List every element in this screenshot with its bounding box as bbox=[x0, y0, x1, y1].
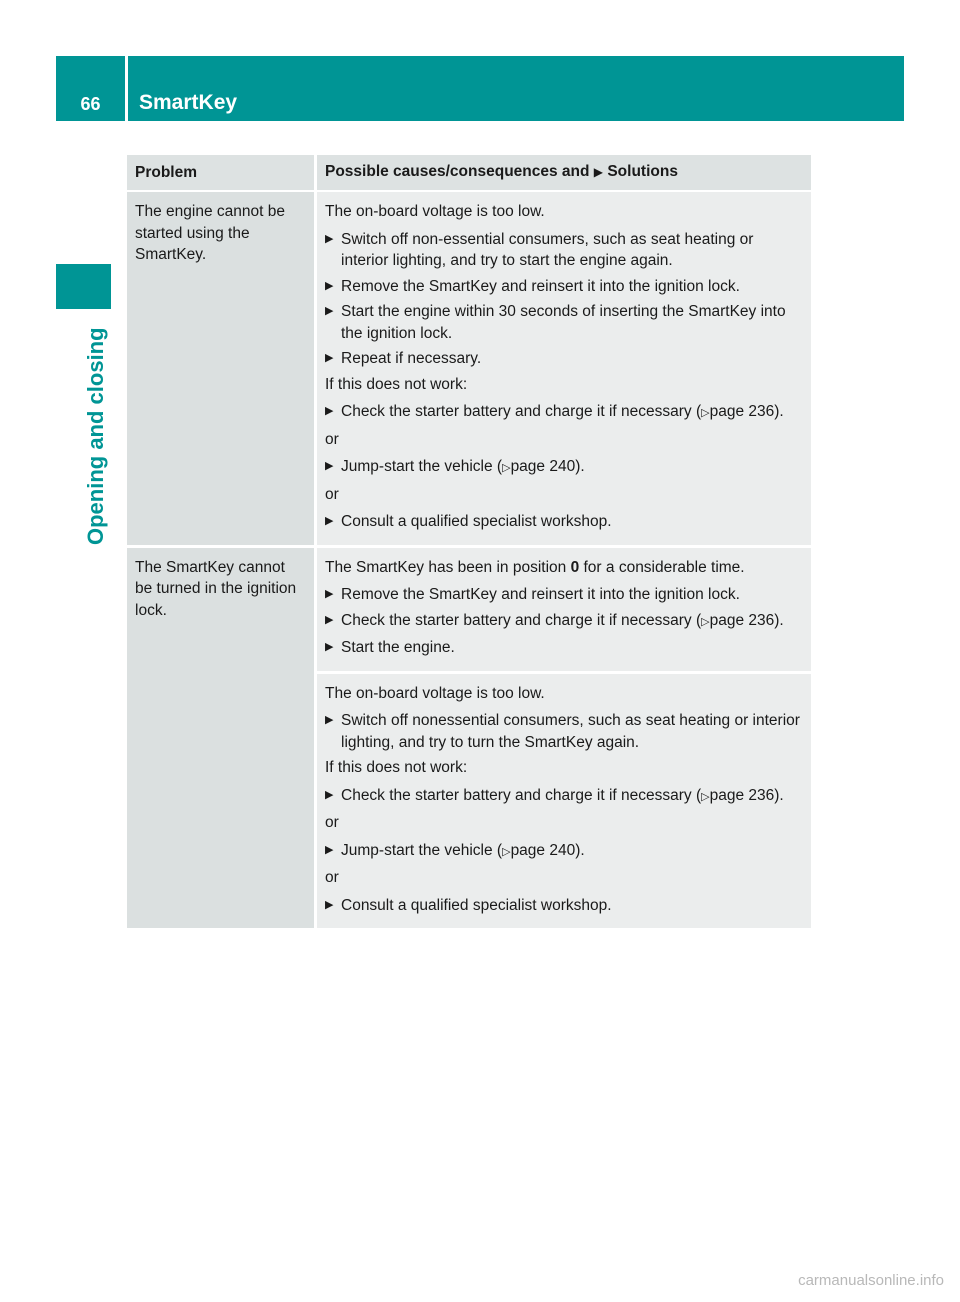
step-arrow-icon: ▶ bbox=[325, 279, 334, 292]
header-divider bbox=[125, 56, 128, 121]
step-item: ▶ Remove the SmartKey and reinsert it into the ignition lock. bbox=[325, 584, 803, 606]
step-arrow-icon: ▶ bbox=[325, 352, 334, 364]
solution-arrow-icon: ▶ bbox=[593, 165, 604, 180]
step-item: ▶ Switch off nonessential consumers, such as seat heating or interior lighting, and try to turn the SmartKey again. bbox=[325, 712, 800, 751]
page-ref-icon: ▷ bbox=[502, 845, 511, 858]
step-item: ▶ Check the starter battery and charge it if necessary (▷page 236). bbox=[325, 610, 803, 634]
page-ref[interactable]: page 236). bbox=[709, 611, 784, 629]
or-text: or bbox=[325, 814, 339, 831]
section-title: SmartKey bbox=[139, 91, 238, 114]
key-position: 0 bbox=[570, 558, 580, 576]
step-arrow-icon: ▶ bbox=[325, 305, 334, 317]
side-tab-block bbox=[56, 264, 111, 309]
page-ref-icon: ▷ bbox=[701, 615, 710, 628]
table-header-row bbox=[127, 155, 811, 192]
step-arrow-icon: ▶ bbox=[325, 460, 334, 472]
troubleshooting-table bbox=[127, 155, 811, 931]
page-ref[interactable]: page 240). bbox=[510, 841, 585, 859]
step-item: ▶ Repeat if necessary. bbox=[325, 348, 803, 370]
step-item: ▶ Switch off non-essential consumers, such as seat heating or interior lighting, and try to start the engine again. bbox=[325, 230, 754, 269]
page-number: 66 bbox=[80, 94, 101, 114]
solution-cell bbox=[317, 674, 811, 932]
side-tab-label: Opening and closing bbox=[83, 327, 108, 545]
solution-cell bbox=[317, 548, 811, 674]
header-problem: Problem bbox=[127, 155, 317, 192]
table-row bbox=[127, 548, 811, 674]
page-ref-icon: ▷ bbox=[701, 790, 710, 803]
or-text: or bbox=[325, 430, 339, 448]
step-arrow-icon: ▶ bbox=[325, 405, 334, 417]
step-item: ▶ Start the engine. bbox=[325, 637, 803, 659]
fallback-text: If this does not work: bbox=[325, 759, 468, 776]
step-item: ▶ Jump-start the vehicle (▷page 240). bbox=[325, 840, 803, 864]
step-arrow-icon: ▶ bbox=[325, 588, 334, 600]
page-header bbox=[56, 56, 904, 121]
or-text: or bbox=[325, 485, 339, 503]
step-item: ▶ Start the engine within 30 seconds of inserting the SmartKey into the ignition lock. bbox=[325, 303, 786, 342]
step-arrow-icon: ▶ bbox=[325, 613, 334, 626]
page-ref[interactable]: page 240). bbox=[510, 458, 585, 475]
page-ref-icon: ▷ bbox=[701, 407, 710, 419]
table-row bbox=[127, 192, 811, 548]
cause-text: The on-board voltage is too low. bbox=[325, 203, 545, 220]
step-arrow-icon: ▶ bbox=[325, 232, 334, 245]
step-item: ▶ Jump-start the vehicle (▷page 240). bbox=[325, 456, 803, 480]
page-ref[interactable]: page 236). bbox=[709, 403, 784, 420]
page-ref-icon: ▷ bbox=[502, 462, 511, 474]
step-item: ▶ Check the starter battery and charge it if necessary (▷page 236). bbox=[325, 401, 803, 425]
step-arrow-icon: ▶ bbox=[325, 898, 334, 911]
cause-text: The on-board voltage is too low. bbox=[325, 684, 545, 702]
solution-cell bbox=[317, 192, 811, 548]
step-arrow-icon: ▶ bbox=[325, 714, 334, 726]
header-causes: Possible causes/consequences and ▶ Solutions bbox=[317, 155, 811, 192]
page-ref[interactable]: page 236). bbox=[709, 786, 784, 804]
step-arrow-icon: ▶ bbox=[325, 515, 334, 527]
cause-text: The SmartKey has been in position 0 for a considerable time. bbox=[325, 558, 745, 576]
fallback-text: If this does not work: bbox=[325, 375, 468, 393]
step-item: ▶ Check the starter battery and charge it if necessary (▷page 236). bbox=[325, 785, 803, 809]
or-text: or bbox=[325, 869, 339, 886]
step-item: ▶ Consult a qualified specialist workshop. bbox=[325, 895, 803, 917]
step-item: ▶ Consult a qualified specialist workshop. bbox=[325, 511, 803, 533]
problem-cell: The SmartKey cannot be turned in the ignition lock. bbox=[127, 548, 317, 932]
watermark: carmanualsonline.info bbox=[798, 1272, 944, 1289]
step-arrow-icon: ▶ bbox=[325, 641, 334, 653]
step-item: ▶ Remove the SmartKey and reinsert it into the ignition lock. bbox=[325, 276, 803, 298]
step-arrow-icon: ▶ bbox=[325, 843, 334, 856]
problem-cell: The engine cannot be started using the SmartKey. bbox=[127, 192, 317, 548]
step-arrow-icon: ▶ bbox=[325, 788, 334, 801]
